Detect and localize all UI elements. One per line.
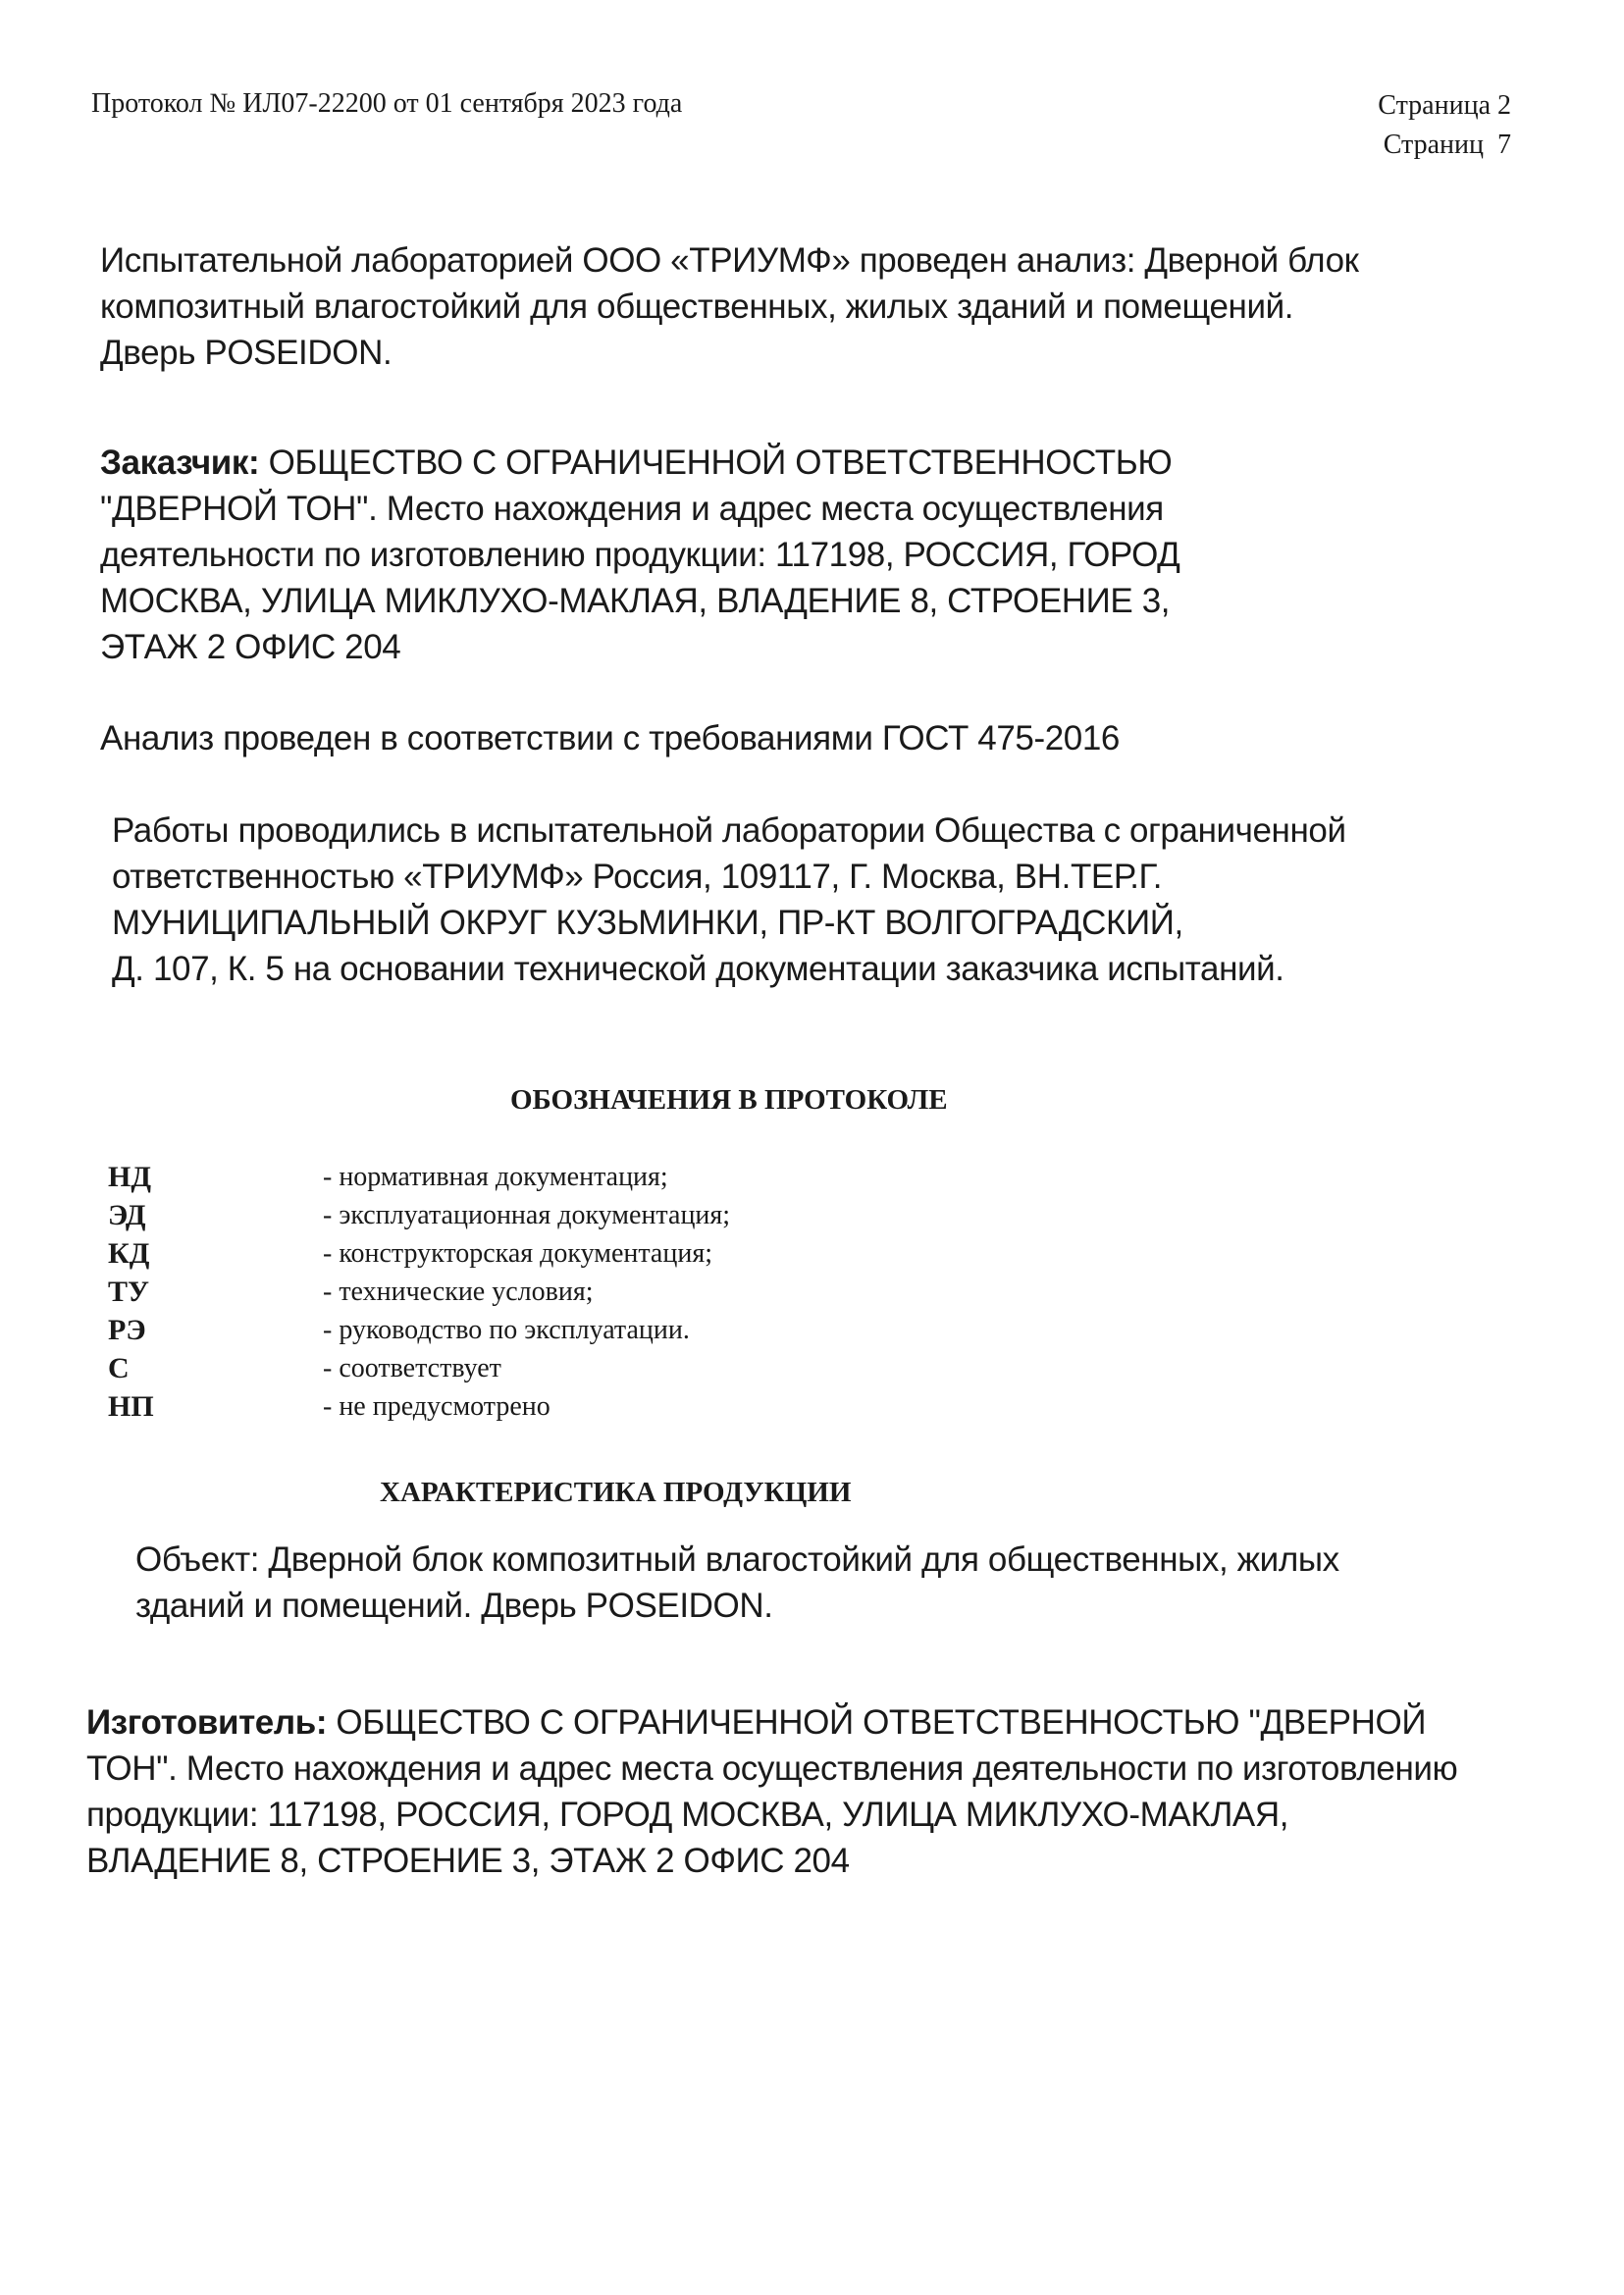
- manufacturer-line: ВЛАДЕНИЕ 8, СТРОЕНИЕ 3, ЭТАЖ 2 ОФИС 204: [86, 1842, 850, 1880]
- abbreviation-row: [108, 1273, 730, 1311]
- standard-statement: [100, 715, 1120, 761]
- customer-line: деятельности по изготовлению продукции: 117198, РОССИЯ, ГОРОД: [100, 536, 1180, 574]
- intro-line: Дверь POSEIDON.: [100, 334, 393, 372]
- protocol-number: Протокол № ИЛ07-22200 от 01 сентября 2023 года: [91, 88, 683, 119]
- manufacturer-label: Изготовитель:: [86, 1703, 328, 1742]
- abbreviation-row: [108, 1158, 730, 1196]
- page-number: Страница 2: [1378, 90, 1511, 121]
- customer-label: Заказчик:: [100, 443, 260, 482]
- manufacturer-line: продукции: 117198, РОССИЯ, ГОРОД МОСКВА, УЛИЦА МИКЛУХО-МАКЛАЯ,: [86, 1796, 1289, 1834]
- abbreviations-list: [108, 1158, 730, 1426]
- manufacturer-name: ОБЩЕСТВО С ОГРАНИЧЕННОЙ ОТВЕТСТВЕННОСТЬЮ "ДВЕРНОЙ: [327, 1703, 1427, 1742]
- intro-line: Испытательной лабораторией ООО «ТРИУМФ» проведен анализ: Дверной блок: [100, 241, 1359, 280]
- lab-line: ответственностью «ТРИУМФ» Россия, 109117, Г. Москва, ВН.ТЕР.Г.: [112, 858, 1163, 896]
- intro-paragraph: [100, 237, 1359, 376]
- object-paragraph: [135, 1537, 1339, 1629]
- customer-line: [100, 440, 1179, 486]
- abbreviation-row: [108, 1311, 730, 1349]
- abbreviations-title: ОБОЗНАЧЕНИЯ В ПРОТОКОЛЕ: [510, 1084, 948, 1116]
- customer-paragraph: [100, 440, 1179, 670]
- abbreviation-description: - не предусмотрено: [323, 1391, 550, 1422]
- abbreviation-code: НД: [108, 1161, 151, 1193]
- abbreviation-description: - руководство по эксплуатации.: [323, 1315, 690, 1345]
- abbreviation-row: [108, 1196, 730, 1234]
- abbreviation-row: [108, 1234, 730, 1273]
- lab-paragraph: [112, 808, 1346, 992]
- abbreviation-code: ЭД: [108, 1199, 146, 1231]
- abbreviation-code: КД: [108, 1237, 150, 1270]
- manufacturer-line: ТОН". Место нахождения и адрес места осуществления деятельности по изготовлению: [86, 1749, 1458, 1788]
- manufacturer-line: [86, 1699, 1457, 1746]
- abbreviation-code: НП: [108, 1390, 154, 1423]
- lab-line: Работы проводились в испытательной лаборатории Общества с ограниченной: [112, 811, 1346, 850]
- total-pages: Страниц 7: [1383, 130, 1511, 160]
- lab-line: МУНИЦИПАЛЬНЫЙ ОКРУГ КУЗЬМИНКИ, ПР-КТ ВОЛГОГРАДСКИЙ,: [112, 904, 1183, 942]
- abbreviation-description: - технические условия;: [323, 1277, 594, 1307]
- object-line: Объект: Дверной блок композитный влагостойкий для общественных, жилых: [135, 1540, 1339, 1579]
- object-line: зданий и помещений. Дверь POSEIDON.: [135, 1587, 773, 1625]
- customer-line: "ДВЕРНОЙ ТОН". Место нахождения и адрес места осуществления: [100, 490, 1164, 528]
- customer-name: ОБЩЕСТВО С ОГРАНИЧЕННОЙ ОТВЕТСТВЕННОСТЬЮ: [259, 443, 1173, 482]
- abbreviation-description: - соответствует: [323, 1353, 501, 1383]
- abbreviation-code: ТУ: [108, 1276, 150, 1308]
- customer-line: МОСКВА, УЛИЦА МИКЛУХО-МАКЛАЯ, ВЛАДЕНИЕ 8, СТРОЕНИЕ 3,: [100, 582, 1171, 620]
- abbreviation-code: С: [108, 1352, 130, 1384]
- abbreviation-code: РЭ: [108, 1314, 146, 1346]
- standard-text: Анализ проведен в соответствии с требованиями ГОСТ 475-2016: [100, 719, 1120, 757]
- lab-line: Д. 107, К. 5 на основании технической документации заказчика испытаний.: [112, 950, 1284, 988]
- manufacturer-paragraph: [86, 1699, 1457, 1884]
- customer-line: ЭТАЖ 2 ОФИС 204: [100, 628, 401, 666]
- abbreviation-row: [108, 1387, 730, 1426]
- abbreviation-row: [108, 1349, 730, 1387]
- page-counter: [1378, 86, 1511, 165]
- product-characteristics-title: ХАРАКТЕРИСТИКА ПРОДУКЦИИ: [380, 1477, 852, 1508]
- abbreviation-description: - эксплуатационная документация;: [323, 1200, 731, 1230]
- intro-line: композитный влагостойкий для общественных, жилых зданий и помещений.: [100, 287, 1294, 326]
- abbreviation-description: - нормативная документация;: [323, 1162, 668, 1192]
- abbreviation-description: - конструкторская документация;: [323, 1238, 712, 1269]
